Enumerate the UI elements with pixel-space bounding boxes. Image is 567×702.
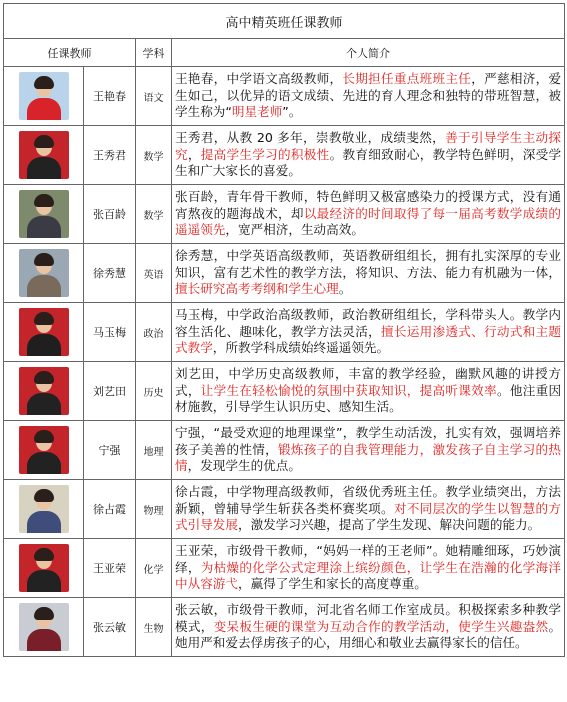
teacher-intro	[172, 185, 565, 244]
intro-text: 。教育细致耐心，教学特色鲜明，深受学生和广大家长的喜爱。	[175, 146, 562, 179]
teacher-name: 张百龄	[84, 185, 136, 244]
teacher-row	[4, 244, 565, 303]
teacher-name: 宁强	[84, 421, 136, 480]
teacher-photo	[19, 72, 69, 120]
teacher-photo	[19, 485, 69, 533]
teacher-photo	[19, 308, 69, 356]
intro-highlight: 提高学生学习的积极性	[200, 146, 330, 162]
intro-highlight: 变呆板生硬的课堂为互动合作的教学活动，使学生兴趣盎然	[213, 618, 549, 634]
teacher-row	[4, 303, 565, 362]
intro-text: ，发现学生的优点。	[187, 458, 301, 474]
teacher-intro	[172, 598, 565, 657]
photo-cell	[4, 67, 84, 126]
intro-highlight: 以最经济的时间取得了每一届高考数学成绩的遥遥领先	[175, 205, 562, 238]
teacher-subject: 政治	[136, 303, 172, 362]
teacher-row	[4, 421, 565, 480]
intro-highlight: 对不同层次的学生以智慧的方式引导发展	[175, 500, 562, 533]
teacher-name: 刘艺田	[84, 362, 136, 421]
teacher-intro	[172, 480, 565, 539]
intro-text: 。他注重因材施教，引导学生认识历史、感知生活。	[175, 382, 562, 415]
header-teacher: 任课教师	[4, 39, 136, 67]
teacher-intro	[172, 303, 565, 362]
teacher-subject: 生物	[136, 598, 172, 657]
teacher-subject: 历史	[136, 362, 172, 421]
teacher-intro	[172, 126, 565, 185]
teacher-row	[4, 480, 565, 539]
teacher-subject: 英语	[136, 244, 172, 303]
teacher-subject: 语文	[136, 67, 172, 126]
intro-highlight: 善于引导学生主动探究	[175, 130, 562, 162]
teacher-intro	[172, 67, 565, 126]
intro-text: ，严慈相济，爱生如己，以优异的语文成绩、先进的育人理念和独特的带班智慧，被学生称为“	[175, 71, 562, 120]
intro-text: 王艳春，中学语文高级教师，	[175, 71, 343, 87]
intro-text: ，赢得了学生和家长的高度尊重。	[237, 576, 427, 592]
intro-text: ”。	[282, 104, 302, 120]
photo-cell	[4, 303, 84, 362]
teacher-photo	[19, 131, 69, 179]
header-subject: 学科	[136, 39, 172, 67]
intro-text: 张云敏，市级骨干教师，河北省名师工作室成员。积极探索多种教学模式，	[175, 602, 562, 634]
teacher-intro	[172, 421, 565, 480]
intro-highlight: 明星老师	[231, 104, 283, 120]
teacher-name: 徐占霞	[84, 480, 136, 539]
teacher-name: 张云敏	[84, 598, 136, 657]
intro-highlight: 锻炼孩子的自我管理能力，激发孩子自主学习的热情	[175, 441, 562, 474]
intro-text: 王秀君，从教 20 多年，崇教敬业，成绩斐然，	[175, 130, 446, 146]
teacher-name: 徐秀慧	[84, 244, 136, 303]
teacher-subject: 化学	[136, 539, 172, 598]
photo-cell	[4, 539, 84, 598]
photo-cell	[4, 480, 84, 539]
teacher-photo	[19, 544, 69, 592]
photo-cell	[4, 362, 84, 421]
photo-cell	[4, 185, 84, 244]
intro-highlight: 擅长运用渗透式、行动式和主题式教学	[175, 323, 562, 356]
teacher-photo	[19, 426, 69, 474]
intro-text: ，宽严相济，生动高效。	[225, 222, 364, 238]
intro-text: ，所教学科成绩始终遥遥领先。	[212, 340, 390, 356]
header-intro: 个人简介	[172, 39, 565, 67]
intro-text: 徐秀慧，中学英语高级教师，英语教研组组长，拥有扎实深厚的专业知识，富有艺术性的教学方法，将知识、方法、能力有机融为一体，	[175, 248, 562, 280]
intro-text: 马玉梅，中学政治高级教师，政治教研组组长，学科带头人。教学内容生活化、趣味化，教学方法灵活，	[175, 307, 562, 339]
photo-cell	[4, 244, 84, 303]
teacher-intro	[172, 362, 565, 421]
teacher-intro	[172, 244, 565, 303]
table-title: 高中精英班任课教师	[4, 4, 565, 39]
teacher-name: 王艳春	[84, 67, 136, 126]
intro-highlight: 让学生在轻松愉悦的氛围中获取知识，提高听课效率	[200, 382, 497, 398]
teacher-photo	[19, 249, 69, 297]
teacher-row	[4, 362, 565, 421]
teacher-row	[4, 185, 565, 244]
teacher-photo	[19, 190, 69, 238]
intro-text: 徐占霞，中学物理高级教师，省级优秀班主任。教学业绩突出，方法新颖，曾辅导学生斩获各类杯赛奖项。	[175, 484, 562, 516]
intro-text: 宁强，“最受欢迎的地理课堂”，教学生动活泼，扎实有效，强调培养孩子美善的性情，	[175, 425, 562, 457]
teacher-photo	[19, 367, 69, 415]
photo-cell	[4, 598, 84, 657]
teacher-subject: 地理	[136, 421, 172, 480]
teacher-subject: 物理	[136, 480, 172, 539]
teacher-subject: 数学	[136, 185, 172, 244]
teacher-name: 马玉梅	[84, 303, 136, 362]
teacher-row	[4, 67, 565, 126]
intro-text: ，激发学习兴趣，提高了学生发现、解决问题的能力。	[237, 517, 541, 533]
teacher-row	[4, 598, 565, 657]
photo-cell	[4, 126, 84, 185]
intro-text: 。	[338, 281, 352, 297]
teacher-table	[3, 3, 565, 657]
intro-text: 张百龄，青年骨干教师，特色鲜明又极富感染力的授课方式，没有通宵熬夜的题海战术，却	[175, 189, 562, 221]
teacher-intro	[172, 539, 565, 598]
photo-cell	[4, 421, 84, 480]
intro-text: 刘艺田，中学历史高级教师，丰富的教学经验，幽默风趣的讲授方式，	[175, 366, 562, 398]
intro-text: ，	[187, 146, 201, 162]
intro-highlight: 擅长研究高考考纲和学生心理	[175, 281, 339, 297]
teacher-subject: 数学	[136, 126, 172, 185]
intro-text: 。她用严和爱去俘虏孩子的心，用细心和敬业去赢得家长的信任。	[175, 618, 562, 651]
intro-highlight: 为枯燥的化学公式定理涂上缤纷颜色，让学生在浩瀚的化学海洋中从容游弋	[175, 559, 562, 592]
intro-highlight: 长期担任重点班班主任	[342, 71, 472, 87]
intro-text: 王亚荣，市级骨干教师，“妈妈一样的王老师”。她精雕细琢，巧妙演绎，	[175, 543, 562, 575]
teacher-name: 王亚荣	[84, 539, 136, 598]
teacher-name: 王秀君	[84, 126, 136, 185]
teacher-row	[4, 539, 565, 598]
teacher-row	[4, 126, 565, 185]
teacher-photo	[19, 603, 69, 651]
